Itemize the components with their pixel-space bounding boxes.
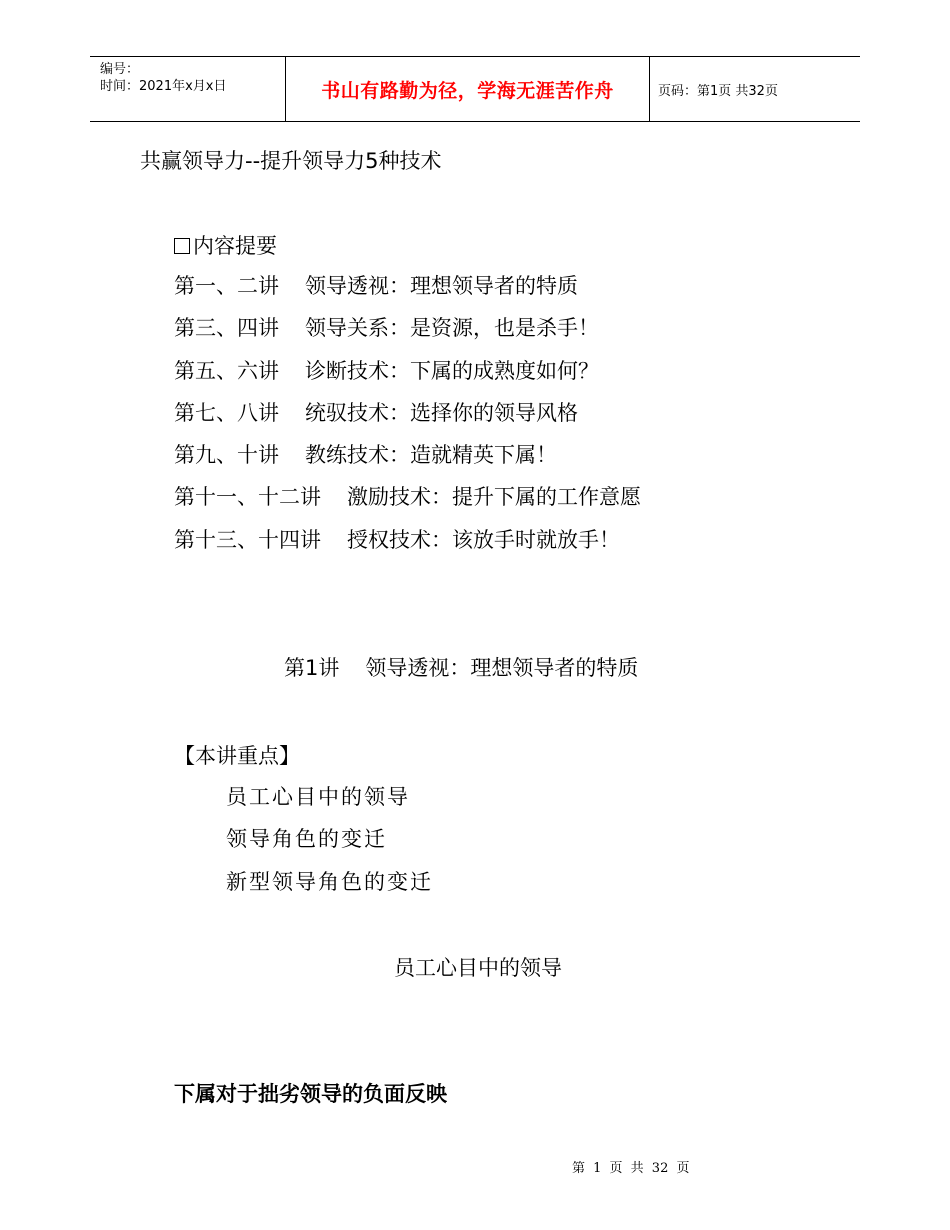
toc-item <box>174 525 641 567</box>
key-points-heading: 【本讲重点】 <box>174 744 300 768</box>
toc-item <box>174 398 641 440</box>
number-label: 编号： <box>100 62 140 77</box>
toc-lecture: 第三、四讲 <box>174 316 279 341</box>
header-page-info: 页码：第1页 共32页 <box>658 83 778 99</box>
toc-lecture: 第五、六讲 <box>174 358 279 383</box>
toc-topic: 诊断技术：下属的成熟度如何？ <box>305 358 599 383</box>
toc-topic: 教练技术：造就精英下属！ <box>305 443 557 468</box>
header-motto: 书山有路勤为径，学海无涯苦作舟 <box>286 57 650 121</box>
toc-topic: 统驭技术：选择你的领导风格 <box>305 400 578 425</box>
toc-lecture: 第十一、十二讲 <box>174 485 321 510</box>
toc-topic: 领导透视：理想领导者的特质 <box>305 274 578 298</box>
toc-heading <box>174 230 277 260</box>
lecture-topic: 领导透视：理想领导者的特质 <box>365 656 639 680</box>
document-title: 共赢领导力--提升领导力5种技术 <box>140 149 442 173</box>
page-footer: 第 1 页 共 32 页 <box>572 1161 690 1176</box>
toc-topic: 领导关系：是资源，也是杀手！ <box>305 316 599 341</box>
toc-item <box>174 356 641 398</box>
toc-topic: 激励技术：提升下属的工作意愿 <box>347 485 641 510</box>
key-points-list <box>226 782 433 909</box>
toc-item <box>174 482 641 524</box>
toc-lecture: 第七、八讲 <box>174 400 279 425</box>
toc-topic: 授权技术：该放手时就放手！ <box>347 527 620 552</box>
toc-item <box>174 313 641 355</box>
toc-item <box>174 440 641 482</box>
toc-heading-label: 内容提要 <box>193 234 277 258</box>
page-header <box>90 56 860 122</box>
toc-item <box>174 271 641 313</box>
time-label: 时间：2021年x月x日 <box>100 79 227 94</box>
header-meta <box>90 57 286 121</box>
lecture-title <box>284 652 638 682</box>
key-point: 新型领导角色的变迁 <box>226 869 433 894</box>
toc-list <box>174 271 641 567</box>
toc-lecture: 第十三、十四讲 <box>174 527 321 552</box>
section-heading: 员工心目中的领导 <box>394 956 562 980</box>
toc-lecture: 第九、十讲 <box>174 443 279 468</box>
checkbox-icon <box>174 238 190 254</box>
key-point: 员工心目中的领导 <box>226 785 410 809</box>
toc-lecture: 第一、二讲 <box>174 274 279 298</box>
lecture-number: 第1讲 <box>284 656 340 680</box>
subsection-heading: 下属对于拙劣领导的负面反映 <box>174 1082 447 1106</box>
key-point: 领导角色的变迁 <box>226 827 387 852</box>
